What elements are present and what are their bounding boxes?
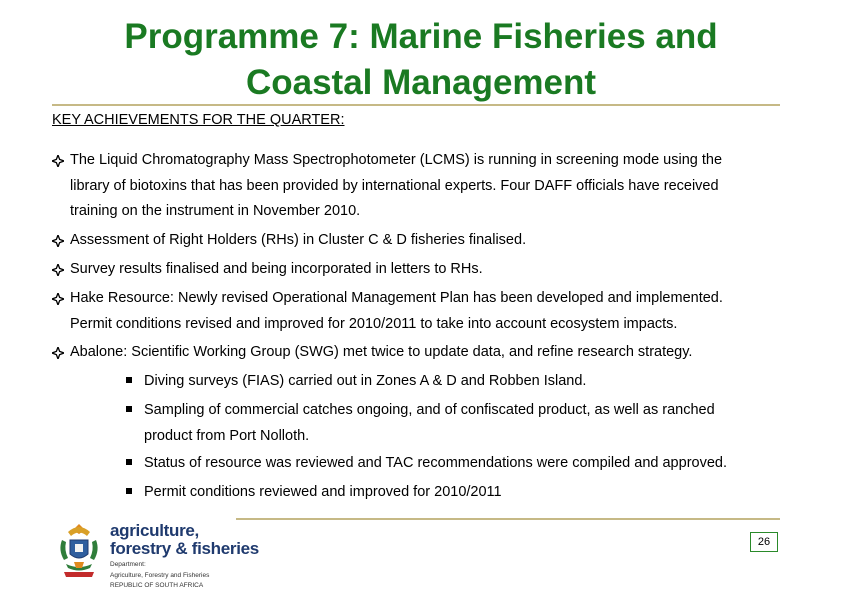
bullet-line: Survey results finalised and being incorporated in letters to RHs. (70, 261, 483, 277)
page-title (60, 14, 782, 106)
diamond-bullet-icon (52, 340, 68, 359)
bullet-line: training on the instrument in November 2010. (70, 203, 361, 219)
sub-bullet-line: Sampling of commercial catches ongoing, and of confiscated product, as well as ranched (144, 402, 715, 418)
logo-line-1: agriculture, (110, 521, 199, 540)
diamond-bullet-icon (52, 257, 68, 276)
square-bullet-icon (126, 459, 132, 465)
square-bullet-icon (126, 406, 132, 412)
bullet-line: Hake Resource: Newly revised Operational Management Plan has been developed and implemented. (70, 290, 723, 306)
logo-department-name: Agriculture, Forestry and Fisheries (110, 571, 210, 579)
bullet-line: Abalone: Scientific Working Group (SWG) met twice to update data, and refine research strategy. (70, 344, 693, 360)
sub-bullet-line: Diving surveys (FIAS) carried out in Zones A & D and Robben Island. (144, 373, 587, 389)
logo-department-line: Department: (110, 561, 146, 568)
logo-republic: REPUBLIC OF SOUTH AFRICA (110, 582, 204, 589)
section-heading: KEY ACHIEVEMENTS FOR THE QUARTER: (52, 112, 345, 128)
bullet-hake-resource (52, 286, 723, 337)
department-logo (54, 520, 259, 589)
bullet-line: library of biotoxins that has been provided by international experts. Four DAFF officials have received (70, 177, 719, 194)
bullet-abalone (52, 340, 692, 366)
page-number: 26 (750, 532, 778, 552)
coat-of-arms-icon (54, 520, 104, 582)
sub-bullet-diving-surveys (126, 368, 586, 394)
sub-bullet-permit-conditions (126, 479, 502, 505)
title-line-1: Programme 7: Marine Fisheries and (124, 17, 718, 56)
logo-line-2: forestry & fisheries (110, 539, 259, 558)
diamond-bullet-icon (52, 286, 68, 305)
title-line-2: Coastal Management (245, 63, 597, 102)
diamond-bullet-icon (52, 148, 68, 167)
bullet-right-holders (52, 228, 526, 254)
sub-bullet-status-resource (126, 450, 727, 476)
diamond-bullet-icon (52, 228, 68, 247)
square-bullet-icon (126, 377, 132, 383)
top-divider (52, 104, 780, 106)
sub-bullet-line: Status of resource was reviewed and TAC recommendations were compiled and approved. (144, 455, 727, 471)
sub-bullet-line: product from Port Nolloth. (144, 428, 310, 444)
sub-bullet-line: Permit conditions reviewed and improved for 2010/2011 (144, 484, 502, 500)
bullet-line: Assessment of Right Holders (RHs) in Cluster C & D fisheries finalised. (70, 232, 527, 248)
bullet-survey-results (52, 257, 483, 283)
sub-bullet-sampling (126, 397, 715, 449)
bullet-lcms (52, 148, 722, 225)
bullet-line: Permit conditions revised and improved for 2010/2011 to take into account ecosystem impacts. (70, 315, 678, 332)
square-bullet-icon (126, 488, 132, 494)
bullet-line: The Liquid Chromatography Mass Spectrophotometer (LCMS) is running in screening mode using the (70, 152, 723, 168)
bottom-divider (236, 518, 780, 520)
